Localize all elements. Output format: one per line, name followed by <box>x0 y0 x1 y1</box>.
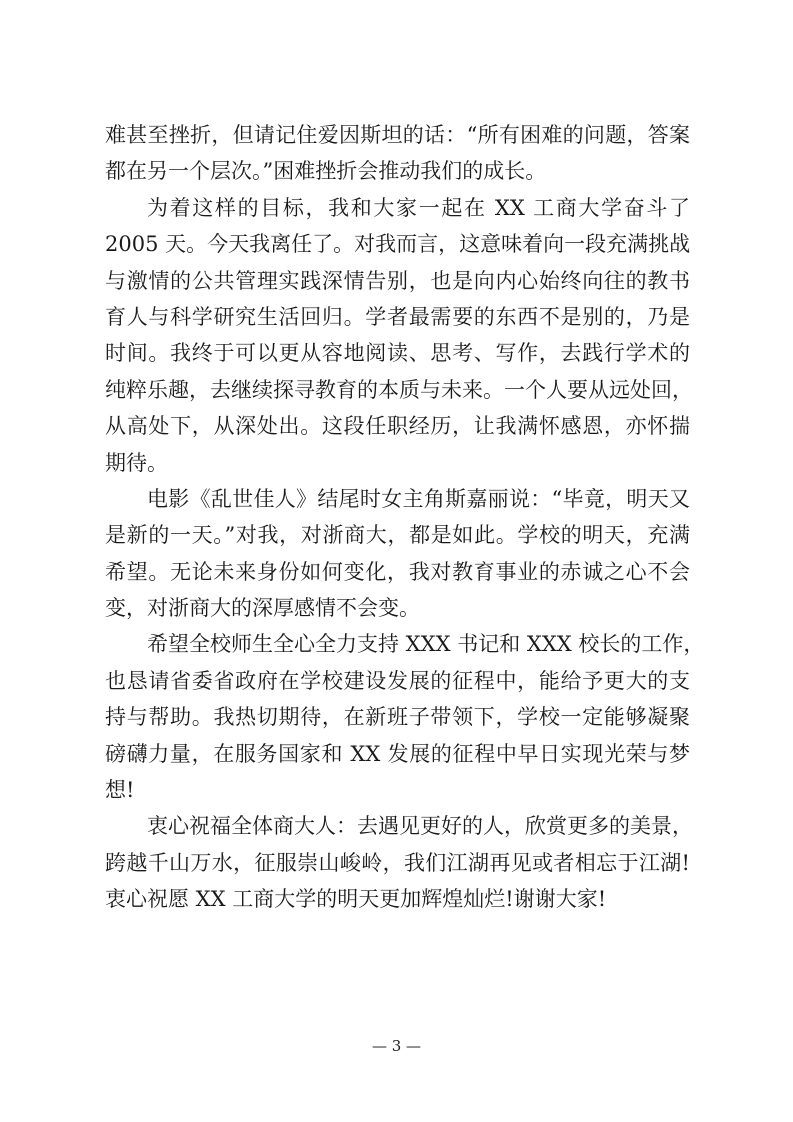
text-line: 衷心祝愿 XX 工商大学的明天更加辉煌灿烂!谢谢大家! <box>105 887 607 912</box>
text-line: 育人与科学研究生活回归。学者最需要的东西不是别的，乃是 <box>105 304 690 329</box>
text-line: 都在另一个层次。”困难挫折会推动我们的成长。 <box>105 159 547 184</box>
text-line: 磅礴力量，在服务国家和 XX 发展的征程中早日实现光荣与梦 <box>105 741 690 766</box>
text-line: 持与帮助。我热切期待，在新班子带领下，学校一定能够凝聚 <box>105 705 690 730</box>
text-line: 希望。无论未来身份如何变化，我对教育事业的赤诚之心不会 <box>105 559 690 584</box>
text-line: 想! <box>105 778 135 803</box>
text-line: 衷心祝福全体商大人：去遇见更好的人，欣赏更多的美景， <box>147 814 693 839</box>
page-number: — 3 — <box>371 1037 422 1055</box>
text-line: 跨越千山万水，征服崇山峻岭，我们江湖再见或者相忘于江湖! <box>105 850 690 875</box>
text-line: 纯粹乐趣，去继续探寻教育的本质与未来。一个人要从远处回， <box>105 377 693 402</box>
paragraph-1 <box>105 117 690 190</box>
text-line: 难甚至挫折，但请记住爱因斯坦的话：“所有困难的问题，答案 <box>105 123 690 147</box>
text-line: 电影《乱世佳人》结尾时女主角斯嘉丽说：“毕竟，明天又 <box>147 486 690 511</box>
text-line: 变，对浙商大的深厚感情不会变。 <box>105 596 420 621</box>
paragraph-4 <box>105 626 705 808</box>
text-line: 希望全校师生全心全力支持 XXX 书记和 XXX 校长的工作， <box>147 632 705 657</box>
text-line: 也恳请省委省政府在学校建设发展的征程中，能给予更大的支 <box>105 668 690 693</box>
text-line: 从高处下，从深处出。这段任职经历，让我满怀感恩，亦怀揣 <box>105 414 690 439</box>
text-line: 与激情的公共管理实践深情告别，也是向内心始终向往的教书 <box>105 268 690 293</box>
text-line: 期待。 <box>105 450 168 475</box>
document-body <box>105 117 705 918</box>
paragraph-3 <box>105 481 690 627</box>
text-line: 为着这样的目标，我和大家一起在 XX 工商大学奋斗了 <box>147 195 690 220</box>
paragraph-5 <box>105 808 693 917</box>
text-line: 2005 天。今天我离任了。对我而言，这意味着向一段充满挑战 <box>105 232 691 257</box>
text-line: 时间。我终于可以更从容地阅读、思考、写作，去践行学术的 <box>105 341 690 366</box>
text-line: 是新的一天。”对我，对浙商大，都是如此。学校的明天，充满 <box>105 523 690 548</box>
paragraph-2 <box>105 190 693 481</box>
